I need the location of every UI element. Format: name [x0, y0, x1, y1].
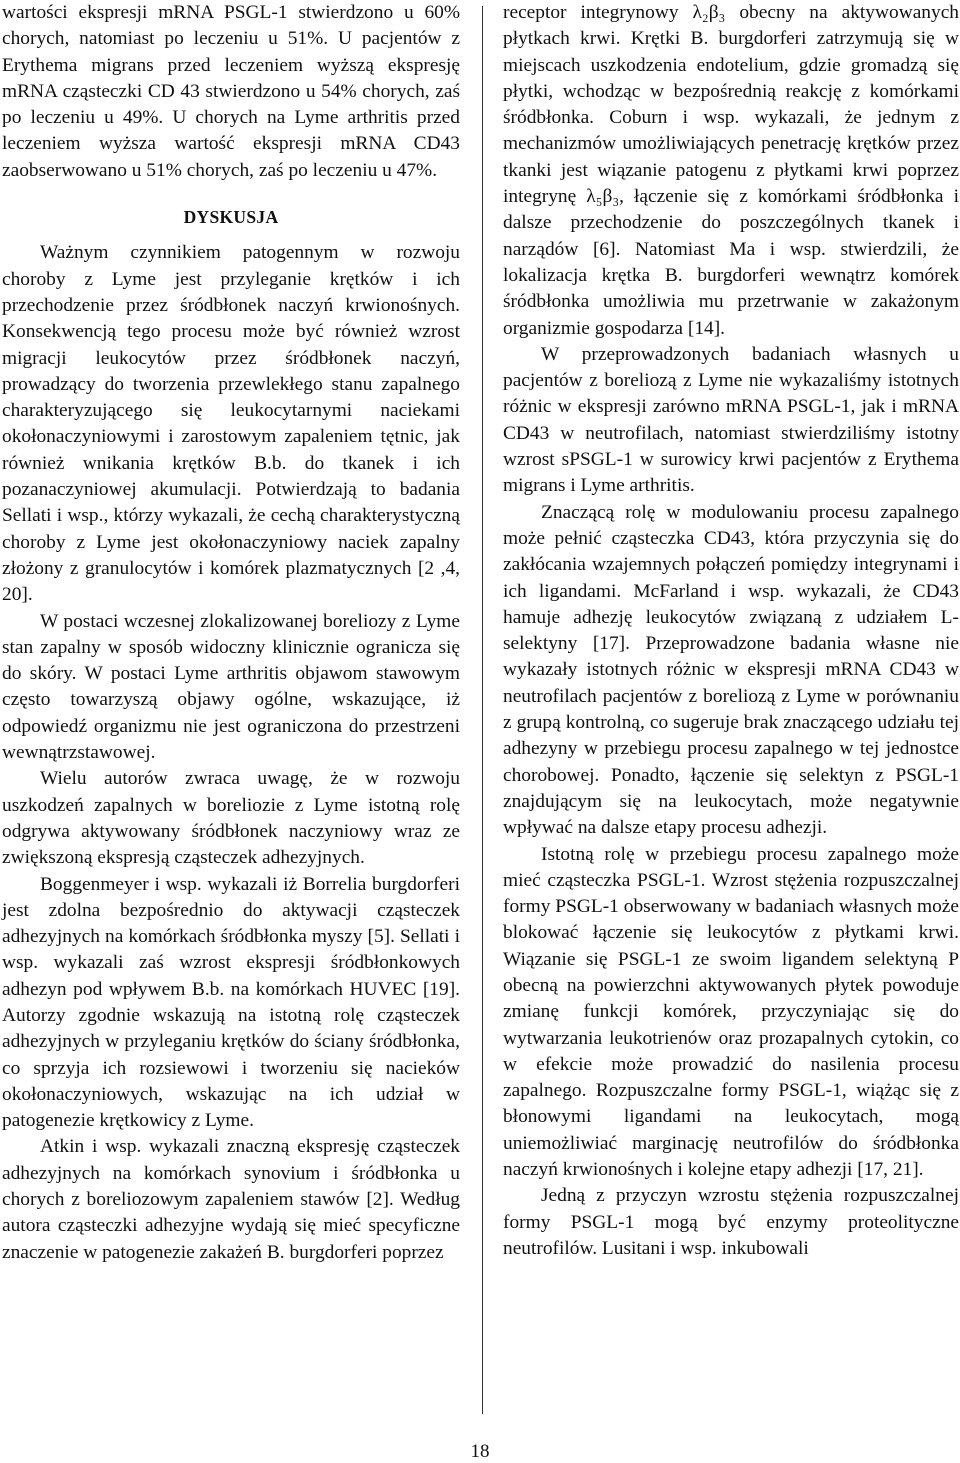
page-number: 18: [470, 1441, 490, 1462]
paragraph: W przeprowadzonych badaniach własnych u pacjentów z boreliozą z Lyme nie wykazaliśmy istotnych różnic w ekspresji zarówno mRNA PSGL-1, jak i mRNA CD43 w neutrofilach, natomiast stwierdziliśmy istotny wzrost sPSGL-1 w surowicy krwi pacjentów z Erythema migrans i Lyme arthritis.: [503, 343, 959, 497]
paragraph: Boggenmeyer i wsp. wykazali iż Borrelia burgdorferi jest zdolna bezpośrednio do aktywacji cząsteczek adhezyjnych na komórkach śródbłonka myszy [5]. Sellati i wsp. wykazali zaś wzrost ekspresji śródbłonkowych adhezyn pod wpływem B.b. na komórkach HUVEC [19]. Autorzy zgodnie wskazują na istotną rolę cząsteczek adhezyjnych w przyleganiu krętków do ściany śródbłonka, co sprzyja ich rozsiewowi i tworzeniu się nacieków okołonaczyniowych, wskazując na ich udział w patogenezie krętkowicy z Lyme.: [2, 873, 460, 1132]
paragraph: Wielu autorów zwraca uwagę, że w rozwoju uszkodzeń zapalnych w boreliozie z Lyme istotną rolę odgrywa aktywowany śródbłonek naczyniowy wraz ze zwiększoną ekspresją cząsteczek adhezyjnych.: [2, 768, 460, 869]
left-column: [2, 0, 460, 1266]
paragraph: Istotną rolę w przebiegu procesu zapalnego może mieć cząsteczka PSGL-1. Wzrost stężenia rozpuszczalnej formy PSGL-1 obserwowany w badaniach własnych może blokować łączenie się leukocytów z płytkami krwi. Wiązanie się PSGL-1 ze swoim ligandem selektyną P obecną na powierzchni aktywowanych płytek powoduje zmianę funkcji komórek, przyczyniając się do wytwarzania leukotrienów oraz prozapalnych cytokin, co w efekcie może prowadzić do nasilenia procesu zapalnego. Rozpuszczalne formy PSGL-1, wiążąc się z błonowymi ligandami na leukocytach, mogą uniemożliwiać marginację neutrofilów do śródbłonka naczyń krwionośnych i kolejne etapy adhezji [17, 21].: [503, 843, 959, 1181]
paragraph: Znaczącą rolę w modulowaniu procesu zapalnego może pełnić cząsteczka CD43, która przyczynia się do zakłócania wzajemnych połączeń pomiędzy integrynami i ich ligandami. McFarland i wsp. wykazali, że CD43 hamuje adhezję leukocytów związaną z udziałem L-selektyny [17]. Przeprowadzone badania własne nie wykazały istotnych różnic w ekspresji mRNA CD43 w neutrofilach pacjentów z boreliozą z Lyme w porównaniu z grupą kontrolną, co sugeruje brak znaczącego udziału tej adhezyny w przebiegu procesu zapalnego w tej jednostce chorobowej. Ponadto, łączenie się selektyn z PSGL-1 znajdującym się na leukocytach, może negatywnie wpływać na dalsze etapy procesu adhezji.: [503, 501, 959, 839]
paragraph: Atkin i wsp. wykazali znaczną ekspresję cząsteczek adhezyjnych na komórkach synovium i śródbłonka u chorych z boreliozowym zapaleniem stawów [2]. Według autora cząsteczki adhezyjne wydają się mieć specyficzne znaczenie w patogenezie zakażeń B. burgdorferi poprzez: [2, 1136, 460, 1263]
paragraph-results-continued: wartości ekspresji mRNA PSGL-1 stwierdzono u 60% chorych, natomiast po leczeniu u 51%. U pacjentów z Erythema migrans przed leczeniem wyższą ekspresję mRNA cząsteczki CD 43 stwierdzono u 54% chorych, zaś po leczeniu u 49%. U chorych na Lyme arthritis przed leczeniem wyższa wartość ekspresji mRNA CD43 zaobserwowano u 51% chorych, zaś po leczeniu u 47%.: [2, 2, 460, 181]
paragraph: Ważnym czynnikiem patogennym w rozwoju choroby z Lyme jest przyleganie krętków i ich przechodzenie przez śródbłonek naczyń krwionośnych. Konsekwencją tego procesu może być również wzrost migracji leukocytów przez śródbłonek naczyń, prowadzący do tworzenia przewlekłego stanu zapalnego charakteryzującego się leukocytarnymi naciekami okołonaczyniowymi i zarostowym zapaleniem tętnic, jak również wnikania krętków B.b. do tkanek i ich pozanaczyniowej akumulacji. Potwierdzają to badania Sellati i wsp., którzy wykazali, że cechą charakterystyczną choroby z Lyme jest okołonaczyniowy naciek zapalny złożony z granulocytów i komórek plazmatycznych [2 ,4, 20].: [2, 242, 460, 606]
column-divider: [482, 6, 483, 1414]
section-heading-discussion: DYSKUSJA: [183, 207, 279, 228]
paragraph: Jedną z przyczyn wzrostu stężenia rozpuszczalnej formy PSGL-1 mogą być enzymy proteolityczne neutrofilów. Lusitani i wsp. inkubowali: [503, 1185, 959, 1259]
paragraph: W postaci wczesnej zlokalizowanej boreliozy z Lyme stan zapalny w sposób widoczny klinicznie ogranicza się do skóry. W postaci Lyme arthritis objawom stawowym często towarzyszą objawy ogólne, wskazujące, iż odpowiedź organizmu nie jest ograniczona do przestrzeni wewnątrzstawowej.: [2, 610, 460, 764]
paragraph-continued: receptor integrynowy λ₂β₃ obecny na aktywowanych płytkach krwi. Krętki B. burgdorferi zatrzymują się w miejscach uszkodzenia endotelium, gdzie gromadzą się płytki, wchodząc w bezpośrednią reakcję z komórkami śródbłonka. Coburn i wsp. wykazali, że jednym z mechanizmów umożliwiających penetrację krętków przez tkanki jest wiązanie patogenu z płytkami krwi poprzez integrynę λ₅β₃, łączenie się z komórkami śródbłonka i dalsze przechodzenie do poszczególnych tkanek i narządów [6]. Natomiast Ma i wsp. stwierdzili, że lokalizacja krętka B. burgdorferi wewnątrz komórek śródbłonka umożliwia mu przetrwanie w zakażonym organizmie gospodarza [14].: [503, 2, 959, 339]
right-column: [503, 0, 959, 1262]
